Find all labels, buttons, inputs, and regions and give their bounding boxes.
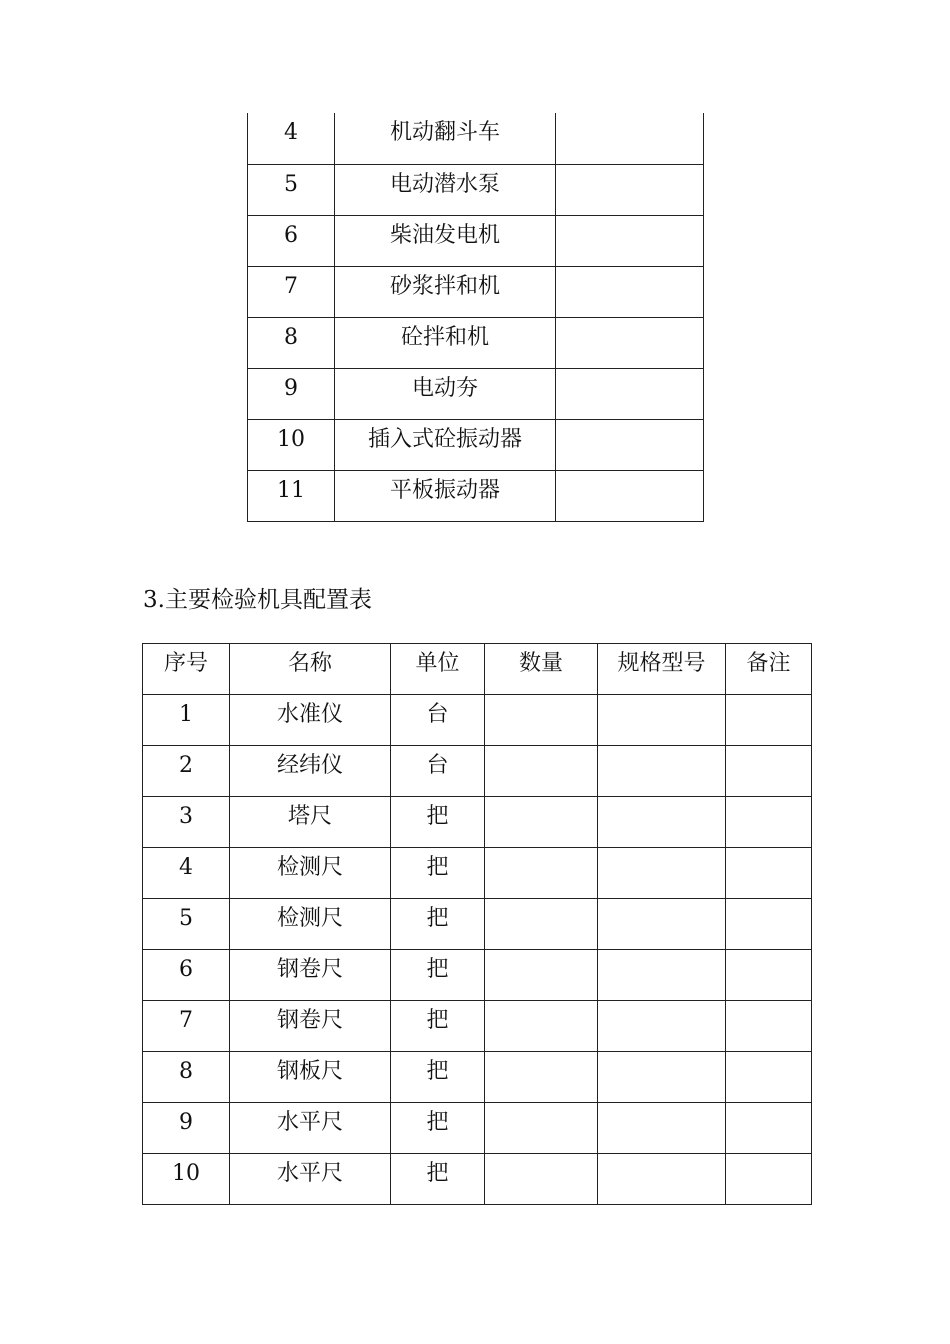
table-row <box>248 164 704 215</box>
cell-remark <box>726 1052 812 1103</box>
cell-unit: 把 <box>391 1154 485 1205</box>
cell-remark <box>726 1001 812 1052</box>
cell-no: 1 <box>143 695 230 746</box>
cell-no: 11 <box>248 470 335 521</box>
cell-remark <box>726 746 812 797</box>
cell-unit: 把 <box>391 848 485 899</box>
cell-spec <box>598 1052 726 1103</box>
header-row <box>143 644 812 695</box>
cell-remark <box>556 317 704 368</box>
cell-remark <box>556 419 704 470</box>
table-row <box>143 1052 812 1103</box>
cell-name: 水准仪 <box>230 695 391 746</box>
cell-spec <box>598 1103 726 1154</box>
table-row <box>143 746 812 797</box>
cell-no: 8 <box>248 317 335 368</box>
table-row <box>143 797 812 848</box>
cell-no: 4 <box>248 113 335 164</box>
equipment-table-body <box>248 113 704 521</box>
table-row <box>248 368 704 419</box>
header-cell-qty: 数量 <box>485 644 598 695</box>
cell-remark <box>726 797 812 848</box>
cell-qty <box>485 899 598 950</box>
cell-name: 平板振动器 <box>335 470 556 521</box>
cell-no: 2 <box>143 746 230 797</box>
cell-unit: 把 <box>391 1052 485 1103</box>
cell-remark <box>726 950 812 1001</box>
table-row <box>248 215 704 266</box>
cell-no: 8 <box>143 1052 230 1103</box>
cell-spec <box>598 899 726 950</box>
cell-name: 柴油发电机 <box>335 215 556 266</box>
cell-no: 6 <box>248 215 335 266</box>
table-row <box>248 113 704 164</box>
cell-spec <box>598 695 726 746</box>
cell-name: 插入式砼振动器 <box>335 419 556 470</box>
header-cell-unit: 单位 <box>391 644 485 695</box>
cell-remark <box>556 266 704 317</box>
cell-no: 7 <box>248 266 335 317</box>
table-row <box>143 899 812 950</box>
inspection-table-header <box>143 644 812 695</box>
cell-remark <box>556 215 704 266</box>
cell-qty <box>485 746 598 797</box>
cell-name: 检测尺 <box>230 848 391 899</box>
cell-name: 钢卷尺 <box>230 1001 391 1052</box>
cell-unit: 把 <box>391 950 485 1001</box>
cell-remark <box>726 848 812 899</box>
cell-spec <box>598 1001 726 1052</box>
header-cell-spec: 规格型号 <box>598 644 726 695</box>
cell-qty <box>485 950 598 1001</box>
cell-qty <box>485 695 598 746</box>
cell-remark <box>556 470 704 521</box>
cell-remark <box>556 164 704 215</box>
cell-name: 砼拌和机 <box>335 317 556 368</box>
cell-unit: 台 <box>391 746 485 797</box>
cell-qty <box>485 848 598 899</box>
cell-spec <box>598 746 726 797</box>
cell-spec <box>598 797 726 848</box>
cell-name: 水平尺 <box>230 1154 391 1205</box>
cell-no: 9 <box>143 1103 230 1154</box>
cell-remark <box>726 1154 812 1205</box>
cell-name: 检测尺 <box>230 899 391 950</box>
cell-no: 9 <box>248 368 335 419</box>
equipment-table-continued <box>247 113 704 522</box>
cell-qty <box>485 1001 598 1052</box>
cell-unit: 把 <box>391 899 485 950</box>
cell-remark <box>556 368 704 419</box>
cell-name: 水平尺 <box>230 1103 391 1154</box>
cell-name: 电动潜水泵 <box>335 164 556 215</box>
cell-name: 钢板尺 <box>230 1052 391 1103</box>
inspection-table-body <box>143 695 812 1205</box>
table-row <box>248 317 704 368</box>
header-cell-remark: 备注 <box>726 644 812 695</box>
cell-unit: 把 <box>391 1001 485 1052</box>
inspection-tools-table <box>142 643 812 1205</box>
table-row <box>143 1154 812 1205</box>
header-cell-name: 名称 <box>230 644 391 695</box>
cell-no: 10 <box>143 1154 230 1205</box>
cell-remark <box>726 1103 812 1154</box>
table-row <box>248 470 704 521</box>
table-row <box>248 419 704 470</box>
cell-remark <box>726 695 812 746</box>
table-row <box>143 695 812 746</box>
cell-unit: 台 <box>391 695 485 746</box>
cell-no: 10 <box>248 419 335 470</box>
cell-name: 砂浆拌和机 <box>335 266 556 317</box>
cell-no: 7 <box>143 1001 230 1052</box>
table-row <box>143 950 812 1001</box>
cell-name: 塔尺 <box>230 797 391 848</box>
cell-remark <box>556 113 704 164</box>
section-heading: 3.主要检验机具配置表 <box>143 587 372 613</box>
cell-qty <box>485 797 598 848</box>
table-row <box>143 848 812 899</box>
cell-spec <box>598 1154 726 1205</box>
cell-no: 4 <box>143 848 230 899</box>
cell-spec <box>598 848 726 899</box>
cell-no: 3 <box>143 797 230 848</box>
cell-name: 机动翻斗车 <box>335 113 556 164</box>
table-row <box>143 1001 812 1052</box>
cell-qty <box>485 1052 598 1103</box>
cell-name: 电动夯 <box>335 368 556 419</box>
cell-spec <box>598 950 726 1001</box>
cell-qty <box>485 1154 598 1205</box>
cell-no: 5 <box>248 164 335 215</box>
cell-no: 5 <box>143 899 230 950</box>
cell-name: 经纬仪 <box>230 746 391 797</box>
cell-remark <box>726 899 812 950</box>
header-cell-no: 序号 <box>143 644 230 695</box>
cell-name: 钢卷尺 <box>230 950 391 1001</box>
table-row <box>248 266 704 317</box>
cell-unit: 把 <box>391 1103 485 1154</box>
cell-qty <box>485 1103 598 1154</box>
cell-no: 6 <box>143 950 230 1001</box>
table-row <box>143 1103 812 1154</box>
cell-unit: 把 <box>391 797 485 848</box>
